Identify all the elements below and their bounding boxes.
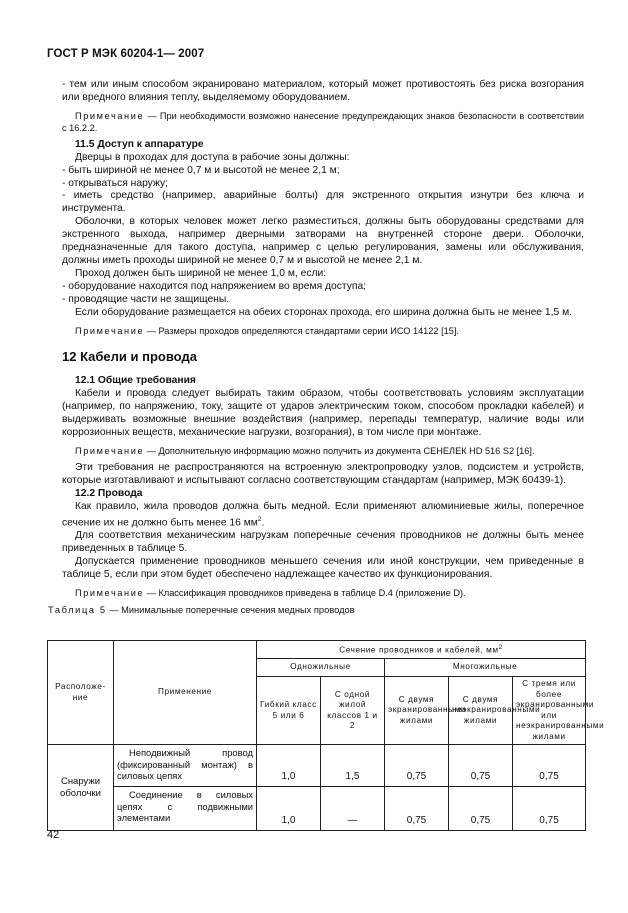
table-caption: Таблица 5 — Минимальные поперечные сечения медных проводов [48, 604, 355, 615]
header-col-single-core: С одной жилой классов 1 и 2 [321, 677, 385, 745]
cell-application: Соединение в силовых цепях с подвижными элементами [114, 787, 257, 831]
header-location: Расположе-ние [48, 641, 114, 745]
paragraph: Эти требования не распространяются на встроенную электропроводку узлов, подсистем и устройств, которые изготавливают и испытывают согласно соответствующим стандартам (например, МЭК 60439-1). [62, 461, 584, 486]
paragraph: - тем или иным способом экранировано материалом, который может противостоять без риска возгорания или вредного влияния теплу, выделяемому оборудованием. [62, 79, 584, 103]
subsection-heading-12-1: 12.1 Общие требования [75, 375, 196, 387]
header-col-two-shielded: С двумя экранированными жилами [385, 677, 449, 745]
cell-value: 0,75 [513, 745, 586, 787]
paragraph: Оболочки, в которых человек может легко разместиться, должны быть оборудованы средствами для экстренного выхода, например дверными затворами на внутренней стороне двери. Оболочки, предназначенные для такого доступа, например с целью регулирования, замены или обслуживания, должны иметь проходы шириной не менее 0,7 м и высотой не менее 2,1 м. [62, 216, 584, 266]
header-application: Применение [114, 641, 257, 745]
header-col-flexible: Гибкий класс 5 или 6 [257, 677, 321, 745]
subsection-heading-12-2: 12.2 Провода [75, 487, 143, 499]
note: Примечание — Дополнительную информацию можно получить из документа СЕНЕЛЕК HD 516 S2 [16]. [75, 445, 535, 456]
paragraph: Проход должен быть шириной не менее 1,0 м, если: [75, 267, 327, 279]
list-item: - быть шириной не менее 0,7 м и высотой не менее 2,1 м; [62, 164, 340, 176]
note: Примечание — При необходимости возможно нанесение предупреждающих знаков безопасности в соответствии с 16.2.2. [62, 110, 584, 133]
header-col-three-or-more: С тремя или более экранированными или неэкранированными жилами [513, 677, 586, 745]
cell-value: 1,0 [257, 787, 321, 831]
cell-value: 0,75 [385, 787, 449, 831]
paragraph: Если оборудование размещается на обеих сторонах прохода, его ширина должна быть не менее 1,5 м. [75, 306, 573, 318]
table-row [48, 787, 586, 831]
table-5 [47, 640, 605, 831]
page-body [48, 79, 584, 622]
page-number: 42 [47, 829, 60, 841]
note: Примечание — Классификация проводников приведена в таблице D.4 (приложение D). [75, 587, 466, 598]
cell-value: 0,75 [513, 787, 586, 831]
document-header: ГОСТ Р МЭК 60204-1— 2007 [47, 48, 205, 60]
cell-value: 0,75 [449, 745, 513, 787]
cell-value: 0,75 [449, 787, 513, 831]
cell-value: — [321, 787, 385, 831]
list-item: - оборудование находится под напряжением во время доступа; [62, 280, 367, 292]
paragraph: Дверцы в проходах для доступа в рабочие зоны должны: [75, 151, 350, 163]
table-row [48, 745, 586, 787]
header-single-core: Одножильные [257, 659, 385, 677]
cell-value: 0,75 [385, 745, 449, 787]
list-item: - иметь средство (например, аварийные болты) для экстренного открытия изнутри без ключа и инструмента. [62, 190, 584, 215]
paragraph: Кабели и провода следует выбирать таким образом, чтобы соответствовать условиям эксплуатации (например, по напряжению, току, защите от ударов электрическим током, способом прокладки кабелей) и выдерживать возможные внешние воздействия (например, перепады температур, наличие воды или коррозионных веществ, механические нагрузки, возгорания), в том числе при монтаже. [62, 388, 584, 439]
list-item: - проводящие части не защищены. [62, 293, 230, 305]
subsection-heading-11-5: 11.5 Доступ к аппаратуре [75, 138, 204, 150]
cell-location: Снаружи оболочки [48, 745, 114, 831]
cell-value: 1,5 [321, 745, 385, 787]
paragraph: Допускается применение проводников меньшего сечения или иной конструкции, чем приведенные в таблице 5, если при этом будет обеспечено надлежащее качество их функционирования. [62, 555, 584, 580]
paragraph: Для соответствия механическим нагрузкам поперечные сечения проводников не должны быть менее приведенных в таблице 5. [62, 529, 584, 554]
header-cross-section: Сечение проводников и кабелей, $мм^2$ [257, 641, 586, 659]
cell-application: Неподвижный провод (фиксированный монтаж) в силовых цепях [114, 745, 257, 787]
list-item: - открываться наружу; [62, 177, 168, 189]
header-col-two-unshielded: С двумя неэкранированными жилами [449, 677, 513, 745]
section-heading-12: 12 Кабели и провода [62, 348, 197, 364]
cell-value: 1,0 [257, 745, 321, 787]
paragraph: Как правило, жила проводов должна быть медной. Если применяют алюминиевые жилы, поперечное сечение их не должно быть менее 16 $мм^2$. [62, 500, 584, 528]
note: Примечание — Размеры проходов определяются стандартами серии ИСО 14122 [15]. [75, 325, 459, 336]
header-multi-core: Многожильные [385, 659, 586, 677]
